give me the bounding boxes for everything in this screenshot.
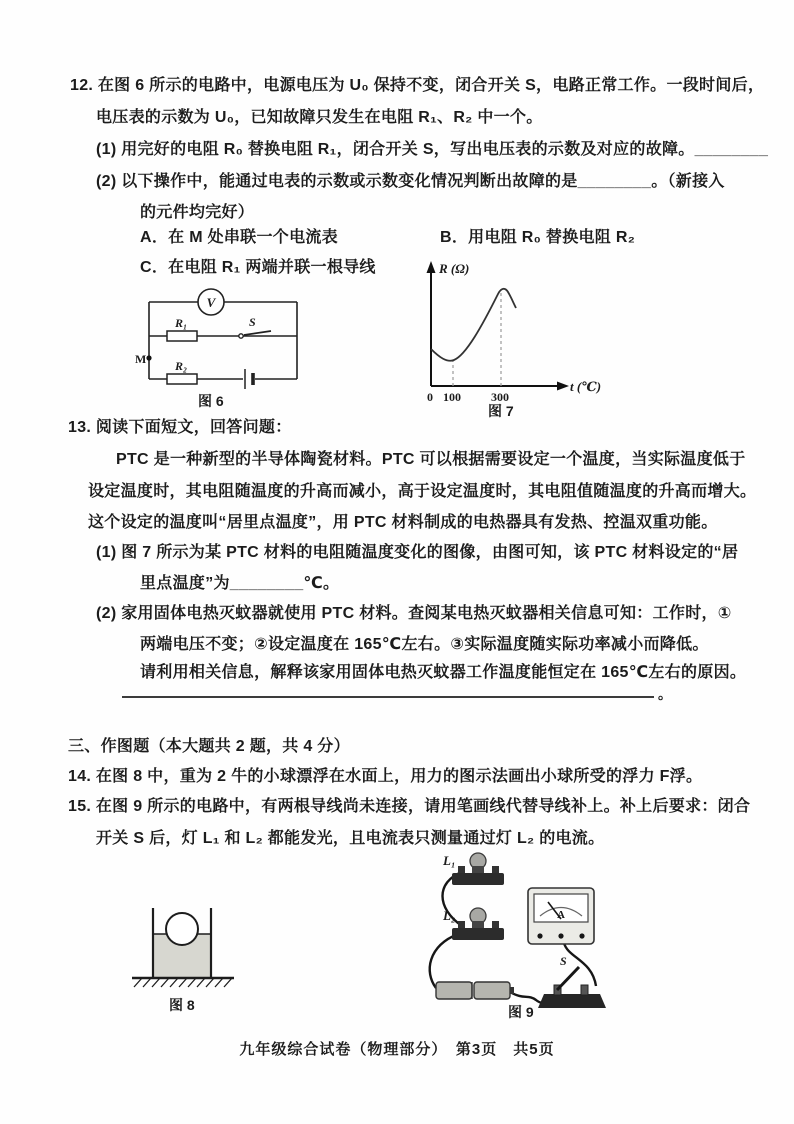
q12-option-a: A．在 M 处串联一个电流表 [140,229,338,246]
floating-ball [166,913,198,945]
q13-heading: 13. 阅读下面短文，回答问题： [68,419,292,436]
figure-8-caption: 图 8 [169,997,195,1013]
svg-text:L₁: L₁ [443,853,456,868]
voltmeter-icon [198,289,224,315]
q13-item-2-line-3: 请利用相关信息，解释该家用固体电热灭蚊器工作温度能恒定在 165℃左右的原因。 [140,664,747,681]
svg-text:M: M [135,352,147,366]
svg-text:L₂: L₂ [443,908,456,923]
lamp-l1-icon [442,853,504,885]
lamp-l2-icon [442,908,504,940]
q14-line: 14. 在图 8 中，重为 2 牛的小球漂浮在水面上，用力的图示法画出小球所受的浮力 F浮。 [68,768,703,785]
q13-para-3: 这个设定的温度叫“居里点温度”，用 PTC 材料制成的电热器具有发热、控温双重功能。 [88,514,718,531]
q15-line-2: 开关 S 后，灯 L₁ 和 L₂ 都能发光，且电流表只测量通过灯 L₂ 的电流。 [96,830,605,847]
tick-0: 0 [427,390,433,404]
graph-axes [427,261,570,391]
q12-line-2: 电压表的示数为 U₀，已知故障只发生在电阻 R₁、R₂ 中一个。 [96,109,543,126]
battery-cells-icon [436,982,514,999]
tick-300: 300 [491,390,509,404]
q12-line-1: 12. 在图 6 所示的电路中，电源电压为 U₀ 保持不变，闭合开关 S，电路正常工作。一段时间后， [70,77,765,94]
q13-answer-period: 。 [658,686,672,702]
page-footer: 九年级综合试卷（物理部分） 第3页 共5页 [239,1041,555,1058]
figure-9-caption: 图 9 [508,1004,534,1020]
q13-para-1: PTC 是一种新型的半导体陶瓷材料。PTC 可以根据需要设定一个温度，当实际温度低于 [116,451,746,468]
q13-para-2: 设定温度时，其电阻随温度的升高而减小，高于设定温度时，其电阻值随温度的升高而增大。 [88,483,757,500]
svg-text:R₂: R₂ [175,359,188,373]
svg-text:A: A [557,909,565,921]
q15-line-1: 15. 在图 9 所示的电路中，有两根导线尚未连接，请用笔画线代替导线补上。补上后要求：闭合 [68,798,751,815]
svg-text:S: S [249,315,256,329]
ptc-resistance-curve [431,289,516,361]
figure-6-caption: 图 6 [198,393,224,409]
y-axis-label: R (Ω) [439,261,470,276]
ammeter-icon [528,888,594,944]
q12-option-b: B．用电阻 R₀ 替换电阻 R₂ [440,229,636,246]
q12-item-2: (2) 以下操作中，能通过电表的示数或示数变化情况判断出故障的是________。（新接入 [96,173,725,190]
q12-item-1: (1) 用完好的电阻 R₀ 替换电阻 R₁，闭合开关 S，写出电压表的示数及对应的故障。________ [96,141,769,158]
q13-item-1-line-2: 里点温度”为________℃。 [140,575,340,592]
battery-icon [245,369,253,389]
q13-item-2-line-1: (2) 家用固体电热灭蚊器就使用 PTC 材料。查阅某电热灭蚊器相关信息可知：工作时，① [96,605,732,622]
svg-text:R₁: R₁ [175,316,188,330]
figure-9-apparatus-circuit [416,842,641,1020]
svg-text:S: S [560,954,567,968]
resistor-r2-icon [167,359,197,384]
tick-100: 100 [443,390,461,404]
switch-icon [239,315,271,338]
q13-answer-blank-line [122,680,654,698]
section-3-heading: 三、作图题（本大题共 2 题，共 4 分） [68,738,350,755]
figure-8-floating-ball [126,874,241,1016]
q13-item-2-line-2: 两端电压不变；②设定温度在 165℃左右。③实际温度随实际功率减小而降低。 [140,636,709,653]
figure-6-circuit-diagram [135,282,315,414]
resistor-r1-icon [167,316,197,341]
figure-7-rt-graph [410,254,625,419]
svg-text:V: V [206,295,216,310]
q13-item-1-line-1: (1) 图 7 所示为某 PTC 材料的电阻随温度变化的图像，由图可知，该 PTC 材料设定的“居 [96,544,739,561]
reference-dashed-lines [453,292,501,386]
x-axis-label: t (℃) [570,379,602,394]
q12-item-2-cont: 的元件均完好） [140,204,255,221]
ground-hatching [134,978,232,987]
figure-7-caption: 图 7 [488,403,514,419]
q12-option-c: C．在电阻 R₁ 两端并联一根导线 [140,259,376,276]
